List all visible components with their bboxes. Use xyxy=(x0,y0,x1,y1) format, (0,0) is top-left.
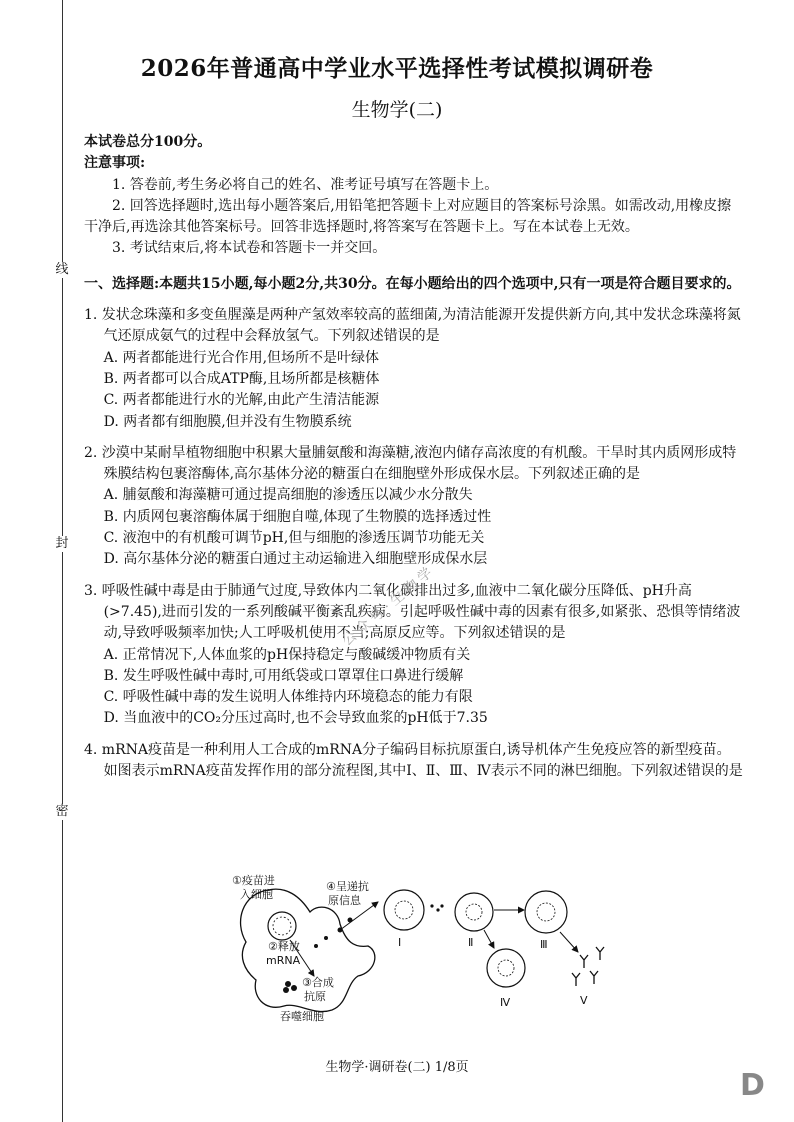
page-footer: 生物学·调研卷(二) 1/8页 xyxy=(325,1060,469,1075)
label-step3b: 抗原 xyxy=(304,990,326,1003)
question-stem: 1. 发状念珠藻和多变鱼腥藻是两种产氢效率较高的蓝细菌,为清洁能源开发提供新方向,其中发状念珠藻将氮气还原成氨气的过程中会释放氢气。下列叙述错误的是 xyxy=(84,307,741,345)
margin-label-secret: 密 xyxy=(48,804,76,820)
label-cell-2: Ⅱ xyxy=(468,936,474,949)
option-c: C. 呼吸性碱中毒的发生说明人体维持内环境稳态的能力有限 xyxy=(103,689,473,706)
question-1 xyxy=(84,305,744,433)
option-b: B. 发生呼吸性碱中毒时,可用纸袋或口罩罩住口鼻进行缓解 xyxy=(103,667,464,684)
notice-title: 注意事项: xyxy=(84,155,146,172)
label-step4: ④呈递抗 xyxy=(326,880,369,893)
label-step2b: mRNA xyxy=(266,954,301,967)
option-c: C. 液泡中的有机酸可调节pH,但与细胞的渗透压调节功能无关 xyxy=(103,530,485,547)
antigen-cluster xyxy=(285,981,291,987)
label-step3: ③合成 xyxy=(302,976,334,989)
option-c: C. 两者都能进行水的光解,由此产生清洁能源 xyxy=(103,392,380,409)
exam-content xyxy=(84,132,744,792)
lymphocyte-2 xyxy=(455,893,493,931)
option-b: B. 内质网包裹溶酶体属于细胞自噬,体现了生物膜的选择透过性 xyxy=(103,508,492,525)
question-2 xyxy=(84,443,744,571)
label-step1b: 入细胞 xyxy=(240,888,273,901)
lymphocyte-3 xyxy=(525,891,567,933)
label-cell-1: Ⅰ xyxy=(398,936,402,949)
notice-item: 2. 回答选择题时,选出每小题答案后,用铅笔把答题卡上对应题目的答案标号涂黑。如需改动,用橡皮擦干净后,再选涂其他答案标号。回答非选择题时,将答案写在答题卡上。写在本试卷上无效。 xyxy=(84,197,732,236)
option-d: D. 两者都有细胞膜,但并没有生物膜系统 xyxy=(103,413,352,430)
antibodies xyxy=(572,947,604,986)
margin-label-line: 线 xyxy=(48,262,76,278)
option-d: D. 高尔基体分泌的糖蛋白通过主动运输进入细胞壁形成保水层 xyxy=(103,551,488,568)
exam-title: 2026年普通高中学业水平选择性考试模拟调研卷 xyxy=(140,55,654,82)
question-stem: 2. 沙漠中某耐旱植物细胞中积累大量脯氨酸和海藻糖,液泡内储存高浓度的有机酸。干旱时其内质网形成特殊膜结构包裹溶酶体,高尔基体分泌的糖蛋白在细胞壁外形成保水层。下列叙述正确的是 xyxy=(84,444,737,483)
lymphocyte-4 xyxy=(487,949,525,987)
question-3 xyxy=(84,581,744,730)
margin-label-seal: 封 xyxy=(48,536,76,552)
label-step2: ②释放 xyxy=(268,940,300,953)
label-cell-5: Ⅴ xyxy=(580,994,588,1007)
lymphocyte-1 xyxy=(384,890,424,930)
notice-item: 3. 考试结束后,将本试卷和答题卡一并交回。 xyxy=(112,240,387,257)
label-cell-3: Ⅲ xyxy=(540,938,548,951)
section-heading: 一、选择题:本题共15小题,每小题2分,共30分。在每小题给出的四个选项中,只有一项是符合题目要求的。 xyxy=(84,275,741,292)
corner-stamp: D xyxy=(740,1068,765,1103)
vaccine-particle xyxy=(268,912,296,940)
question-4 xyxy=(84,740,744,783)
label-step1: ①疫苗进 xyxy=(232,874,275,887)
mrna-vaccine-diagram xyxy=(228,872,618,1022)
option-d: D. 当血液中的CO₂分压过高时,也不会导致血浆的pH低于7.35 xyxy=(103,710,488,727)
option-b: B. 两者都可以合成ATP酶,且场所都是核糖体 xyxy=(103,370,380,387)
exam-subtitle: 生物学(二) xyxy=(351,99,443,121)
binding-margin-line xyxy=(62,0,63,1122)
question-stem: 4. mRNA疫苗是一种利用人工合成的mRNA分子编码目标抗原蛋白,诱导机体产生免疫应答的新型疫苗。如图表示mRNA疫苗发挥作用的部分流程图,其中Ⅰ、Ⅱ、Ⅲ、Ⅳ表示不同的淋巴细胞。下列叙述错误的是 xyxy=(84,741,743,780)
label-phagocyte: 吞噬细胞 xyxy=(280,1010,324,1022)
label-step4b: 原信息 xyxy=(328,894,361,907)
option-a: A. 两者都能进行光合作用,但场所不是叶绿体 xyxy=(103,349,380,366)
notice-item: 1. 答卷前,考生务必将自己的姓名、准考证号填写在答题卡上。 xyxy=(112,176,499,193)
label-cell-4: Ⅳ xyxy=(500,996,511,1009)
question-stem: 3. 呼吸性碱中毒是由于肺通气过度,导致体内二氧化碳排出过多,血液中二氧化碳分压降低、pH升高(>7.45),进而引发的一系列酸碱平衡紊乱疾病。引起呼吸性碱中毒的因素有很多,如紧张、恐惧等情绪波动,导致呼吸频率加快;人工呼吸机使用不当;高原反应等。下列叙述错误的是 xyxy=(84,582,741,642)
score-line: 本试卷总分100分。 xyxy=(84,134,212,150)
option-a: A. 脯氨酸和海藻糖可通过提高细胞的渗透压以减少水分散失 xyxy=(103,487,473,504)
option-a: A. 正常情况下,人体血浆的pH保持稳定与酸碱缓冲物质有关 xyxy=(103,646,471,663)
watermark-text: 公众号·生物学 xyxy=(339,562,439,650)
